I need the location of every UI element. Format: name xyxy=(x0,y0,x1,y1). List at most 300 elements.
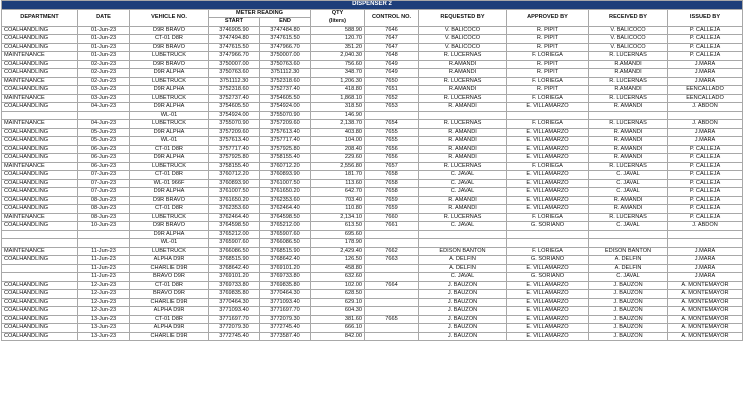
vehicle-cell: CT-01 D8R xyxy=(130,315,209,324)
start-cell: 3760712.20 xyxy=(209,171,260,180)
issued-cell: J.MARA xyxy=(668,137,743,146)
issued-cell: EENCALLADO xyxy=(668,94,743,103)
qty-cell: 604.30 xyxy=(311,307,365,316)
start-cell: 3769101.20 xyxy=(209,273,260,282)
received-cell: J. BAUZON xyxy=(589,332,668,341)
vehicle-cell: ALPHA D9R xyxy=(130,307,209,316)
requested-cell: R.AMANDI xyxy=(419,60,507,69)
approved-cell: E. VILLAMARZO xyxy=(507,145,589,154)
department-cell: COALHANDLING xyxy=(2,332,78,341)
approved-cell: F. LORIEGA xyxy=(507,162,589,171)
table-row xyxy=(2,26,743,35)
received-cell: R. AMANDI xyxy=(589,145,668,154)
approved-cell: E. VILLAMARZO xyxy=(507,315,589,324)
header-qty xyxy=(311,9,365,26)
start-cell: 3771697.70 xyxy=(209,315,260,324)
issued-cell: P. CALLEJA xyxy=(668,35,743,44)
date-cell: 12-Jun-23 xyxy=(78,307,130,316)
table-row xyxy=(2,281,743,290)
received-cell: R. LUCERNAS xyxy=(589,162,668,171)
approved-cell: R. PIPIT xyxy=(507,43,589,52)
qty-cell: 351.20 xyxy=(311,43,365,52)
control-cell: 7646 xyxy=(365,26,419,35)
table-row xyxy=(2,52,743,61)
vehicle-cell: LUBETRUCK xyxy=(130,120,209,129)
control-cell: 7647 xyxy=(365,43,419,52)
control-cell: 7663 xyxy=(365,256,419,265)
control-cell xyxy=(365,332,419,341)
approved-cell: E. VILLAMARZO xyxy=(507,128,589,137)
end-cell: 3764598.50 xyxy=(260,213,311,222)
qty-cell: 104.00 xyxy=(311,137,365,146)
approved-cell xyxy=(507,111,589,120)
control-cell xyxy=(365,264,419,273)
received-cell: J. BAUZON xyxy=(589,315,668,324)
vehicle-cell: D9R ALPHA xyxy=(130,103,209,112)
vehicle-cell: CHARLIE D9R xyxy=(130,298,209,307)
received-cell: R. AMANDI xyxy=(589,103,668,112)
approved-cell: E. VILLAMARZO xyxy=(507,307,589,316)
department-cell: COALHANDLING xyxy=(2,307,78,316)
received-cell: V. BALICOCO xyxy=(589,35,668,44)
approved-cell: R. PIPIT xyxy=(507,35,589,44)
control-cell: 7657 xyxy=(365,162,419,171)
issued-cell: J. ABDON xyxy=(668,103,743,112)
qty-cell: 146.90 xyxy=(311,111,365,120)
table-row xyxy=(2,213,743,222)
date-cell: 01-Jun-23 xyxy=(78,35,130,44)
control-cell: 7651 xyxy=(365,86,419,95)
control-cell: 7652 xyxy=(365,94,419,103)
received-cell xyxy=(589,230,668,239)
approved-cell: G. SORIANO xyxy=(507,273,589,282)
table-row xyxy=(2,307,743,316)
department-cell: COALHANDLING xyxy=(2,256,78,265)
vehicle-cell: CHARLIE D9R xyxy=(130,264,209,273)
header-end: END xyxy=(260,18,311,27)
start-cell: 3754924.00 xyxy=(209,111,260,120)
department-cell: COALHANDLING xyxy=(2,26,78,35)
department-cell: COALHANDLING xyxy=(2,69,78,78)
qty-cell: 1,868.10 xyxy=(311,94,365,103)
vehicle-cell: CT-01 D8R xyxy=(130,171,209,180)
table-title: DISPENSER 2 xyxy=(2,1,743,10)
start-cell: 3747615.50 xyxy=(209,43,260,52)
table-row xyxy=(2,315,743,324)
start-cell: 3761650.20 xyxy=(209,196,260,205)
qty-cell: 318.50 xyxy=(311,103,365,112)
vehicle-cell: BRAVO D9R xyxy=(130,290,209,299)
vehicle-cell: ALPHA D9R xyxy=(130,324,209,333)
header-requested: REQUESTED BY xyxy=(419,9,507,26)
control-cell: 7655 xyxy=(365,137,419,146)
start-cell: 3768515.90 xyxy=(209,256,260,265)
received-cell: C. JAVAL xyxy=(589,222,668,231)
requested-cell xyxy=(419,111,507,120)
table-row xyxy=(2,35,743,44)
qty-cell: 628.50 xyxy=(311,290,365,299)
requested-cell: R. LUCERNAS xyxy=(419,120,507,129)
date-cell: 03-Jun-23 xyxy=(78,86,130,95)
department-cell: COALHANDLING xyxy=(2,222,78,231)
approved-cell: G. SORIANO xyxy=(507,222,589,231)
end-cell: 3765212.00 xyxy=(260,222,311,231)
control-cell xyxy=(365,111,419,120)
department-cell xyxy=(2,230,78,239)
vehicle-cell: D9R BRAVO xyxy=(130,43,209,52)
end-cell: 3760712.20 xyxy=(260,162,311,171)
issued-cell: J.MARA xyxy=(668,256,743,265)
table-row xyxy=(2,239,743,248)
issued-cell: P. CALLEJA xyxy=(668,26,743,35)
control-cell: 7658 xyxy=(365,171,419,180)
start-cell: 3750763.60 xyxy=(209,69,260,78)
received-cell: R.AMANDI xyxy=(589,86,668,95)
end-cell: 3769733.80 xyxy=(260,273,311,282)
qty-cell: 695.60 xyxy=(311,230,365,239)
requested-cell: R. LUCERNAS xyxy=(419,162,507,171)
end-cell: 3747615.50 xyxy=(260,35,311,44)
end-cell: 3762353.60 xyxy=(260,196,311,205)
end-cell: 3768515.90 xyxy=(260,247,311,256)
issued-cell: A. MONTEMAYOR xyxy=(668,298,743,307)
issued-cell: EENCALLADO xyxy=(668,86,743,95)
requested-cell: J. BAUZON xyxy=(419,307,507,316)
requested-cell: R. AMANDI xyxy=(419,145,507,154)
issued-cell: J.MARA xyxy=(668,128,743,137)
department-cell: COALHANDLING xyxy=(2,35,78,44)
control-cell: 7656 xyxy=(365,145,419,154)
start-cell: 3757613.40 xyxy=(209,137,260,146)
vehicle-cell: D9R BRAVO xyxy=(130,196,209,205)
vehicle-cell: D9R ALPHA xyxy=(130,86,209,95)
table-row xyxy=(2,94,743,103)
qty-cell: 403.80 xyxy=(311,128,365,137)
requested-cell: R. LUCERNAS xyxy=(419,77,507,86)
issued-cell: P. CALLEJA xyxy=(668,43,743,52)
date-cell: 05-Jun-23 xyxy=(78,128,130,137)
issued-cell: A. MONTEMAYOR xyxy=(668,332,743,341)
requested-cell: R. AMANDI xyxy=(419,128,507,137)
table-row xyxy=(2,145,743,154)
requested-cell: A. DELFIN xyxy=(419,256,507,265)
approved-cell: E. VILLAMARZO xyxy=(507,264,589,273)
table-row xyxy=(2,77,743,86)
requested-cell: R. AMANDI xyxy=(419,154,507,163)
department-cell: MAINTENANCE xyxy=(2,213,78,222)
table-row xyxy=(2,128,743,137)
vehicle-cell: ALPHA D9R xyxy=(130,256,209,265)
date-cell: 03-Jun-23 xyxy=(78,94,130,103)
date-cell: 04-Jun-23 xyxy=(78,120,130,129)
received-cell xyxy=(589,111,668,120)
header-control: CONTROL NO. xyxy=(365,9,419,26)
department-cell: COALHANDLING xyxy=(2,315,78,324)
issued-cell: P. CALLEJA xyxy=(668,145,743,154)
date-cell: 01-Jun-23 xyxy=(78,43,130,52)
requested-cell: R. AMANDI xyxy=(419,137,507,146)
requested-cell: V. BALICOCO xyxy=(419,43,507,52)
issued-cell xyxy=(668,111,743,120)
control-cell xyxy=(365,307,419,316)
control-cell: 7661 xyxy=(365,222,419,231)
requested-cell: J. BAUZON xyxy=(419,324,507,333)
start-cell: 3752318.60 xyxy=(209,86,260,95)
received-cell: R. LUCERNAS xyxy=(589,213,668,222)
start-cell: 3769733.80 xyxy=(209,281,260,290)
control-cell: 7662 xyxy=(365,247,419,256)
start-cell: 3754605.50 xyxy=(209,103,260,112)
vehicle-cell: LUBETRUCK xyxy=(130,247,209,256)
start-cell: 3769835.80 xyxy=(209,290,260,299)
approved-cell: F. LORIEGA xyxy=(507,77,589,86)
requested-cell: C. JAVAL xyxy=(419,188,507,197)
control-cell: 7648 xyxy=(365,52,419,61)
requested-cell: R. AMANDI xyxy=(419,205,507,214)
table-row xyxy=(2,332,743,341)
department-cell: COALHANDLING xyxy=(2,86,78,95)
end-cell: 3750007.00 xyxy=(260,52,311,61)
department-cell: COALHANDLING xyxy=(2,205,78,214)
end-cell: 3757209.60 xyxy=(260,120,311,129)
date-cell: 07-Jun-23 xyxy=(78,171,130,180)
control-cell: 7649 xyxy=(365,69,419,78)
issued-cell: P. CALLEJA xyxy=(668,154,743,163)
department-cell: COALHANDLING xyxy=(2,324,78,333)
qty-cell: 666.10 xyxy=(311,324,365,333)
qty-cell: 629.10 xyxy=(311,298,365,307)
approved-cell: R. PIPIT xyxy=(507,86,589,95)
requested-cell xyxy=(419,230,507,239)
requested-cell: R.AMANDI xyxy=(419,69,507,78)
requested-cell: R. AMANDI xyxy=(419,103,507,112)
approved-cell: F. LORIEGA xyxy=(507,94,589,103)
approved-cell xyxy=(507,239,589,248)
approved-cell: E. VILLAMARZO xyxy=(507,103,589,112)
end-cell: 3765907.60 xyxy=(260,230,311,239)
end-cell: 3752318.60 xyxy=(260,77,311,86)
start-cell: 3757717.40 xyxy=(209,145,260,154)
requested-cell: C. JAVAL xyxy=(419,179,507,188)
qty-cell: 2,138.70 xyxy=(311,120,365,129)
start-cell: 3761007.50 xyxy=(209,188,260,197)
control-cell: 7660 xyxy=(365,213,419,222)
vehicle-cell: CT-01 D8R xyxy=(130,205,209,214)
control-cell xyxy=(365,324,419,333)
start-cell: 3771093.40 xyxy=(209,307,260,316)
qty-cell: 126.50 xyxy=(311,256,365,265)
vehicle-cell: WL-01 xyxy=(130,111,209,120)
start-cell: 3746905.90 xyxy=(209,26,260,35)
vehicle-cell: WL-01 966F xyxy=(130,179,209,188)
approved-cell: E. VILLAMARZO xyxy=(507,196,589,205)
received-cell: R.AMANDI xyxy=(589,69,668,78)
qty-cell: 1,206.30 xyxy=(311,77,365,86)
department-cell xyxy=(2,111,78,120)
end-cell: 3757925.80 xyxy=(260,145,311,154)
date-cell: 08-Jun-23 xyxy=(78,205,130,214)
department-cell: COALHANDLING xyxy=(2,179,78,188)
qty-cell: 381.60 xyxy=(311,315,365,324)
end-cell: 3770464.30 xyxy=(260,290,311,299)
received-cell: J. BAUZON xyxy=(589,298,668,307)
qty-cell: 842.00 xyxy=(311,332,365,341)
table-row xyxy=(2,111,743,120)
control-cell xyxy=(365,230,419,239)
requested-cell: R.AMANDI xyxy=(419,86,507,95)
issued-cell: J. ABDON xyxy=(668,222,743,231)
table-row xyxy=(2,247,743,256)
control-cell: 7665 xyxy=(365,315,419,324)
table-body xyxy=(2,26,743,341)
vehicle-cell: D9R ALPHA xyxy=(130,230,209,239)
issued-cell xyxy=(668,230,743,239)
date-cell: 08-Jun-23 xyxy=(78,196,130,205)
requested-cell: R. AMANDI xyxy=(419,196,507,205)
start-cell: 3752737.40 xyxy=(209,94,260,103)
end-cell: 3747484.80 xyxy=(260,26,311,35)
received-cell: R. AMANDI xyxy=(589,196,668,205)
end-cell: 3760893.90 xyxy=(260,171,311,180)
date-cell: 07-Jun-23 xyxy=(78,179,130,188)
requested-cell xyxy=(419,239,507,248)
table-row xyxy=(2,222,743,231)
vehicle-cell: D9R ALPHA xyxy=(130,188,209,197)
department-cell xyxy=(2,273,78,282)
vehicle-cell: D9R ALPHA xyxy=(130,154,209,163)
approved-cell: E. VILLAMARZO xyxy=(507,332,589,341)
issued-cell: P. CALLEJA xyxy=(668,188,743,197)
end-cell: 3766086.50 xyxy=(260,239,311,248)
issued-cell: P. CALLEJA xyxy=(668,213,743,222)
end-cell: 3772079.30 xyxy=(260,315,311,324)
received-cell: C. JAVAL xyxy=(589,273,668,282)
control-cell: 7649 xyxy=(365,60,419,69)
requested-cell: J. BAUZON xyxy=(419,332,507,341)
start-cell: 3772079.30 xyxy=(209,324,260,333)
qty-cell: 2,040.30 xyxy=(311,52,365,61)
received-cell: J. BAUZON xyxy=(589,290,668,299)
date-cell: 02-Jun-23 xyxy=(78,77,130,86)
issued-cell: A. MONTEMAYOR xyxy=(668,307,743,316)
end-cell: 3751112.30 xyxy=(260,69,311,78)
approved-cell: E. VILLAMARZO xyxy=(507,324,589,333)
requested-cell: J. BAUZON xyxy=(419,315,507,324)
approved-cell: E. VILLAMARZO xyxy=(507,154,589,163)
table-row xyxy=(2,43,743,52)
requested-cell: R. LUCERNAS xyxy=(419,52,507,61)
date-cell: 13-Jun-23 xyxy=(78,315,130,324)
received-cell: C. JAVAL xyxy=(589,188,668,197)
vehicle-cell: LUBETRUCK xyxy=(130,94,209,103)
qty-cell: 418.80 xyxy=(311,86,365,95)
date-cell: 12-Jun-23 xyxy=(78,298,130,307)
issued-cell: A. MONTEMAYOR xyxy=(668,290,743,299)
start-cell: 3768642.40 xyxy=(209,264,260,273)
approved-cell: E. VILLAMARZO xyxy=(507,298,589,307)
issued-cell: A. MONTEMAYOR xyxy=(668,315,743,324)
qty-cell: 2,134.10 xyxy=(311,213,365,222)
date-cell: 05-Jun-23 xyxy=(78,137,130,146)
requested-cell: EDISON BANTON xyxy=(419,247,507,256)
requested-cell: R. LUCERNAS xyxy=(419,213,507,222)
vehicle-cell: WL-01 xyxy=(130,239,209,248)
issued-cell: A. MONTEMAYOR xyxy=(668,324,743,333)
approved-cell: G. SORIANO xyxy=(507,256,589,265)
department-cell: COALHANDLING xyxy=(2,281,78,290)
end-cell: 3773587.40 xyxy=(260,332,311,341)
control-cell: 7653 xyxy=(365,103,419,112)
requested-cell: C. JAVAL xyxy=(419,222,507,231)
date-cell: 12-Jun-23 xyxy=(78,281,130,290)
issued-cell: P. CALLEJA xyxy=(668,162,743,171)
vehicle-cell: D9R ALPHA xyxy=(130,69,209,78)
table-row xyxy=(2,273,743,282)
received-cell: A. DELFIN xyxy=(589,256,668,265)
end-cell: 3771093.40 xyxy=(260,298,311,307)
date-cell: 13-Jun-23 xyxy=(78,324,130,333)
start-cell: 3764598.50 xyxy=(209,222,260,231)
vehicle-cell: CT-01 D8R xyxy=(130,35,209,44)
start-cell: 3747966.70 xyxy=(209,52,260,61)
date-cell: 01-Jun-23 xyxy=(78,52,130,61)
vehicle-cell: LUBETRUCK xyxy=(130,213,209,222)
start-cell: 3762464.40 xyxy=(209,213,260,222)
table-row xyxy=(2,162,743,171)
received-cell: V. BALICOCO xyxy=(589,43,668,52)
received-cell: V. BALICOCO xyxy=(589,26,668,35)
table-row xyxy=(2,196,743,205)
qty-cell: 2,556.80 xyxy=(311,162,365,171)
control-cell: 7656 xyxy=(365,154,419,163)
issued-cell: J.MARA xyxy=(668,273,743,282)
header-department: DEPARTMENT xyxy=(2,9,78,26)
header-start: START xyxy=(209,18,260,27)
issued-cell: J. ABDON xyxy=(668,120,743,129)
approved-cell: E. VILLAMARZO xyxy=(507,188,589,197)
department-cell: COALHANDLING xyxy=(2,188,78,197)
start-cell: 3757209.60 xyxy=(209,128,260,137)
approved-cell: E. VILLAMARZO xyxy=(507,137,589,146)
qty-cell: 703.40 xyxy=(311,196,365,205)
qty-cell: 458.80 xyxy=(311,264,365,273)
issued-cell: J.MARA xyxy=(668,69,743,78)
header-meter-reading: METER READING xyxy=(209,9,311,18)
date-cell: 12-Jun-23 xyxy=(78,290,130,299)
header-received: RECEIVED BY xyxy=(589,9,668,26)
header-date: DATE xyxy=(78,9,130,26)
department-cell: MAINTENANCE xyxy=(2,94,78,103)
received-cell: J. BAUZON xyxy=(589,281,668,290)
header-qty-unit: (liters) xyxy=(328,17,347,24)
header-approved: APPROVED BY xyxy=(507,9,589,26)
start-cell: 3758155.40 xyxy=(209,162,260,171)
department-cell: COALHANDLING xyxy=(2,196,78,205)
requested-cell: R. LUCERNAS xyxy=(419,94,507,103)
department-cell: COALHANDLING xyxy=(2,43,78,52)
received-cell xyxy=(589,239,668,248)
requested-cell: C. JAVAL xyxy=(419,273,507,282)
department-cell: COALHANDLING xyxy=(2,103,78,112)
requested-cell: C. JAVAL xyxy=(419,171,507,180)
qty-cell: 113.60 xyxy=(311,179,365,188)
issued-cell: A. MONTEMAYOR xyxy=(668,281,743,290)
qty-cell: 613.50 xyxy=(311,222,365,231)
requested-cell: V. BALICOCO xyxy=(419,26,507,35)
qty-cell: 348.70 xyxy=(311,69,365,78)
start-cell: 3750007.00 xyxy=(209,60,260,69)
control-cell: 7658 xyxy=(365,188,419,197)
